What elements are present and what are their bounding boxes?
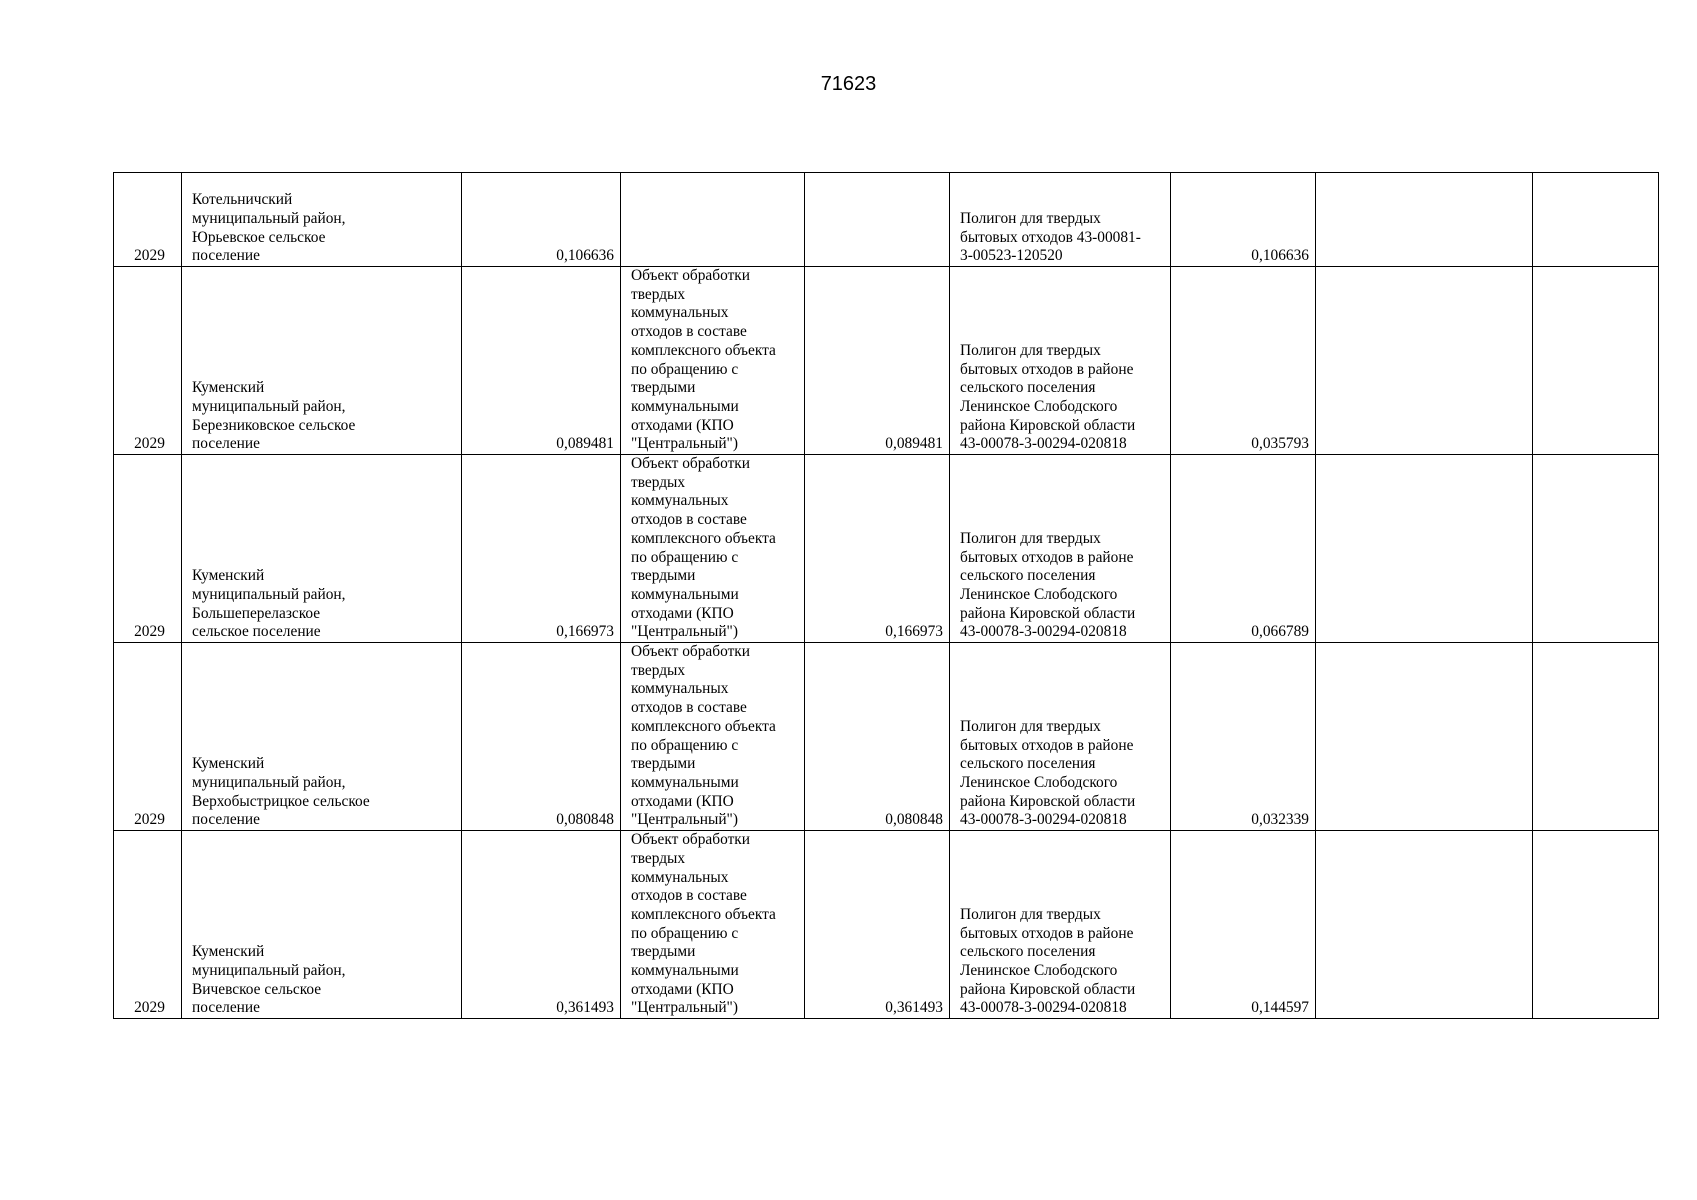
landfill-cell [950,831,1171,1019]
year-cell: 2029 [114,831,182,1019]
cell-line: Вичевское сельское [192,980,322,998]
table-body [114,173,1659,1019]
empty-cell [1316,831,1533,1019]
landfill-cell [950,455,1171,643]
cell-line: поселение [192,247,260,265]
landfill-cell [950,643,1171,831]
cell-line: сельского поселения [960,943,1096,961]
cell-line: 43-00078-3-00294-020818 [960,999,1127,1017]
municipality-cell [182,173,462,267]
cell-line: комплексного объекта [631,529,776,547]
cell-line: твердых [631,285,686,303]
cell-line: Верхобыстрицкое сельское [192,792,370,810]
cell-line: коммунальными [631,397,739,415]
facility-cell [621,831,805,1019]
cell-line: Объект обработки [631,267,751,284]
table-row [114,455,1659,643]
cell-line: Объект обработки [631,455,751,473]
cell-line: муниципальный район, [192,585,346,603]
municipality-cell [182,831,462,1019]
cell-line: комплексного объекта [631,341,776,359]
cell-line: 43-00078-3-00294-020818 [960,811,1127,829]
cell-line: бытовых отходов в районе [960,548,1134,566]
cell-line: "Центральный") [631,999,738,1017]
waste-volume-cell: 0,106636 [462,173,621,267]
cell-line: района Кировской области [960,604,1136,622]
cell-line: Куменский [192,943,265,961]
facility-cell [621,455,805,643]
facility-cell [621,267,805,455]
cell-line: коммунальных [631,680,729,698]
municipality-cell [182,643,462,831]
empty-cell [1533,455,1659,643]
cell-line: Полигон для твердых [960,341,1101,359]
cell-line: сельского поселения [960,755,1096,773]
year-cell: 2029 [114,455,182,643]
municipality-cell [182,267,462,455]
cell-line: твердыми [631,379,696,397]
cell-line: района Кировской области [960,416,1136,434]
cell-line: поселение [192,999,260,1017]
disposal-volume-cell: 0,066789 [1171,455,1316,643]
cell-line: сельского поселения [960,379,1096,397]
cell-line: коммунальных [631,304,729,322]
cell-line: 43-00078-3-00294-020818 [960,623,1127,641]
empty-cell [1533,831,1659,1019]
cell-line: по обращению с [631,924,739,942]
cell-line: поселение [192,435,260,453]
facility-cell [621,643,805,831]
cell-line: коммунальными [631,962,739,980]
facility-cell [621,173,805,267]
cell-line: муниципальный район, [192,397,346,415]
empty-cell [1316,267,1533,455]
cell-line: твердыми [631,755,696,773]
cell-line: Березниковское сельское [192,416,356,434]
waste-volume-cell: 0,361493 [462,831,621,1019]
cell-line: бытовых отходов в районе [960,360,1134,378]
cell-line: Ленинское Слободского [960,773,1118,791]
cell-line: 3-00523-120520 [960,247,1063,265]
cell-line: комплексного объекта [631,905,776,923]
cell-line: Куменский [192,379,265,397]
cell-line: твердыми [631,943,696,961]
cell-line: отходов в составе [631,699,747,717]
empty-cell [1316,455,1533,643]
cell-line: по обращению с [631,548,739,566]
cell-line: Полигон для твердых [960,717,1101,735]
landfill-cell [950,173,1171,267]
cell-line: отходами (КПО [631,792,734,810]
cell-line: бытовых отходов в районе [960,736,1134,754]
cell-line: коммунальных [631,492,729,510]
cell-line: "Центральный") [631,811,738,829]
disposal-volume-cell: 0,106636 [1171,173,1316,267]
cell-line: отходов в составе [631,511,747,529]
cell-line: "Центральный") [631,435,738,453]
cell-line: по обращению с [631,360,739,378]
table-row [114,643,1659,831]
cell-line: твердыми [631,567,696,585]
disposal-volume-cell: 0,035793 [1171,267,1316,455]
cell-line: сельского поселения [960,567,1096,585]
page-number: 71623 [820,73,877,95]
cell-line: района Кировской области [960,792,1136,810]
cell-line: Полигон для твердых [960,905,1101,923]
cell-line: коммунальных [631,868,729,886]
disposal-volume-cell: 0,032339 [1171,643,1316,831]
cell-line: по обращению с [631,736,739,754]
cell-line: 43-00078-3-00294-020818 [960,435,1127,453]
year-cell: 2029 [114,173,182,267]
landfill-cell [950,267,1171,455]
processed-volume-cell: 0,166973 [805,455,950,643]
cell-line: отходов в составе [631,323,747,341]
processed-volume-cell [805,173,950,267]
empty-cell [1316,643,1533,831]
cell-line: Куменский [192,755,265,773]
cell-line: Ленинское Слободского [960,397,1118,415]
empty-cell [1533,173,1659,267]
cell-line: отходов в составе [631,887,747,905]
cell-line: твердых [631,849,686,867]
waste-volume-cell: 0,166973 [462,455,621,643]
cell-line: Объект обработки [631,831,751,849]
cell-line: муниципальный район, [192,962,346,980]
cell-line: Ленинское Слободского [960,962,1118,980]
cell-line: комплексного объекта [631,717,776,735]
cell-line: муниципальный район, [192,773,346,791]
table-row [114,831,1659,1019]
cell-line: Котельничский [192,191,293,209]
cell-line: коммунальными [631,585,739,603]
cell-line: бытовых отходов в районе [960,924,1134,942]
cell-line: Объект обработки [631,643,751,661]
table-row [114,267,1659,455]
empty-cell [1533,267,1659,455]
cell-line: отходами (КПО [631,604,734,622]
cell-line: сельское поселение [192,623,321,641]
cell-line: "Центральный") [631,623,738,641]
cell-line: Куменский [192,567,265,585]
cell-line: Полигон для твердых [960,209,1101,227]
disposal-volume-cell: 0,144597 [1171,831,1316,1019]
cell-line: муниципальный район, [192,209,346,227]
cell-line: поселение [192,811,260,829]
cell-line: коммунальными [631,773,739,791]
cell-line: твердых [631,473,686,491]
year-cell: 2029 [114,643,182,831]
municipality-cell [182,455,462,643]
year-cell: 2029 [114,267,182,455]
cell-line: Полигон для твердых [960,529,1101,547]
cell-line: района Кировской области [960,980,1136,998]
waste-volume-cell: 0,089481 [462,267,621,455]
empty-cell [1316,173,1533,267]
cell-line: Ленинское Слободского [960,585,1118,603]
table-row [114,173,1659,267]
processed-volume-cell: 0,089481 [805,267,950,455]
processed-volume-cell: 0,080848 [805,643,950,831]
cell-line: отходами (КПО [631,980,734,998]
waste-volume-cell: 0,080848 [462,643,621,831]
empty-cell [1533,643,1659,831]
cell-line: Юрьевское сельское [192,228,326,246]
cell-line: твердых [631,661,686,679]
cell-line: Большеперелазское [192,604,321,622]
cell-line: бытовых отходов 43-00081- [960,228,1141,246]
cell-line: отходами (КПО [631,416,734,434]
waste-flow-table [113,172,1659,1019]
processed-volume-cell: 0,361493 [805,831,950,1019]
